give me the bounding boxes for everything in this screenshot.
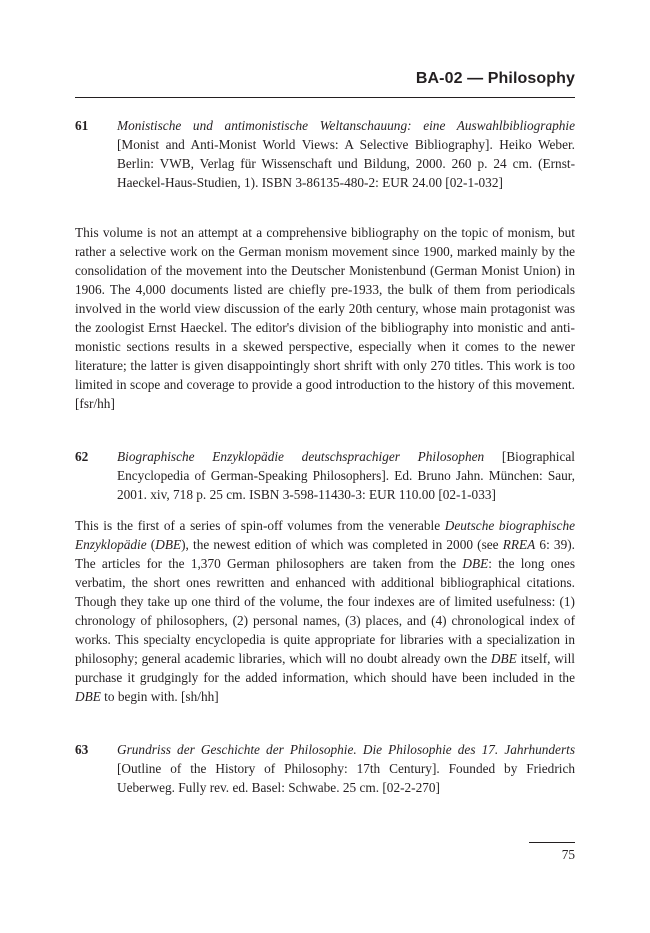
- entry-review-62: [75, 516, 575, 706]
- review-text: : the long ones verbatim, the short ones rewritten and enhanced with additional bibliographical citations. Though they take up one third of the volume, the four indexes are of limited usefulness: (1) chronology of philosophers, (2) personal names, (3) places, and (4) chronological index of works. This specialty encyclopedia is quite appropriate for libraries with a specialization in philosophy; general academic libraries, which will no doubt already own the: [75, 556, 575, 666]
- running-header: BA-02 — Philosophy: [415, 70, 575, 87]
- review-text: (: [146, 537, 156, 552]
- review-italic: DBE: [75, 689, 101, 704]
- entry-number: 61: [75, 118, 89, 133]
- header-rule: [75, 97, 575, 98]
- entry-citation: [117, 740, 575, 797]
- review-italic: DBE: [155, 537, 182, 552]
- page-number: 75: [561, 847, 575, 862]
- entry-title: Grundriss der Geschichte der Philosophie. Die Philosophie des 17. Jahrhunderts: [117, 742, 575, 757]
- entry-title: Monistische und antimonistische Weltanschauung: eine Auswahlbibliographie: [117, 118, 575, 133]
- review-text: ), the newest edition of which was completed in 2000 (see: [181, 537, 503, 552]
- review-italic: DBE: [490, 651, 517, 666]
- entry-number: 63: [75, 742, 89, 757]
- review-italic: DBE: [462, 556, 489, 571]
- entry-review-61: This volume is not an attempt at a comprehensive bibliography on the topic of monism, but rather a selective work on the German monism movement since 1900, marked mainly by the consolidation of the movement into the Deutscher Monistenbund (German Monist Union) in 1906. The 4,000 documents listed are chiefly pre-1933, the bulk of them from periodicals involved in the world view discussion of the early 20th century, whose main protagonist was the zoologist Ernst Haeckel. The editor's division of the bibliography into monistic and anti-monistic sections results in a skewed perspective, especially when it comes to the newer literature; the latter is given disappointingly short shrift with only 270 titles. This work is too limited in scope and coverage to provide a good introduction to the history of this movement. [fsr/hh]: [75, 225, 575, 411]
- review-text: itself, will purchase it grudgingly for the added information, which should have been included in the: [75, 651, 575, 685]
- review-italic: Deutsche biographische Enzyklopädie: [75, 518, 575, 552]
- entry-number: 62: [75, 449, 89, 464]
- entry-citation: [117, 116, 575, 192]
- bibliography-entry-62: [75, 447, 575, 504]
- entry-citation: [117, 447, 575, 504]
- bibliography-entry-61: [75, 116, 575, 192]
- review-italic: RREA: [502, 537, 536, 552]
- entry-details: [Monist and Anti-Monist World Views: A Selective Bibliography]. Heiko Weber. Berlin: VWB, Verlag für Wissenschaft und Bildung, 2000. 260 p. 24 cm. (Ernst-Haeckel-Haus-Studien, 1). ISBN 3-86135-480-2: EUR 24.00 [02-1-032]: [117, 137, 575, 190]
- review-text: This is the first of a series of spin-off volumes from the venerable: [75, 518, 445, 533]
- entry-title: Biographische Enzyklopädie deutschsprachiger Philosophen: [117, 449, 485, 464]
- bibliography-entry-63: [75, 740, 575, 797]
- footer-rule: [529, 842, 575, 843]
- entry-details: [Outline of the History of Philosophy: 17th Century]. Founded by Friedrich Ueberweg. Fully rev. ed. Basel: Schwabe. 25 cm. [02-2-270]: [117, 761, 575, 795]
- entry-details: [Biographical Encyclopedia of German-Speaking Philosophers]. Ed. Bruno Jahn. München: Saur, 2001. xiv, 718 p. 25 cm. ISBN 3-598-11430-3: EUR 110.00 [02-1-033]: [117, 449, 575, 502]
- review-text: to begin with. [sh/hh]: [100, 689, 219, 704]
- review-text: 6: 39). The articles for the 1,370 German philosophers are taken from the: [75, 537, 575, 571]
